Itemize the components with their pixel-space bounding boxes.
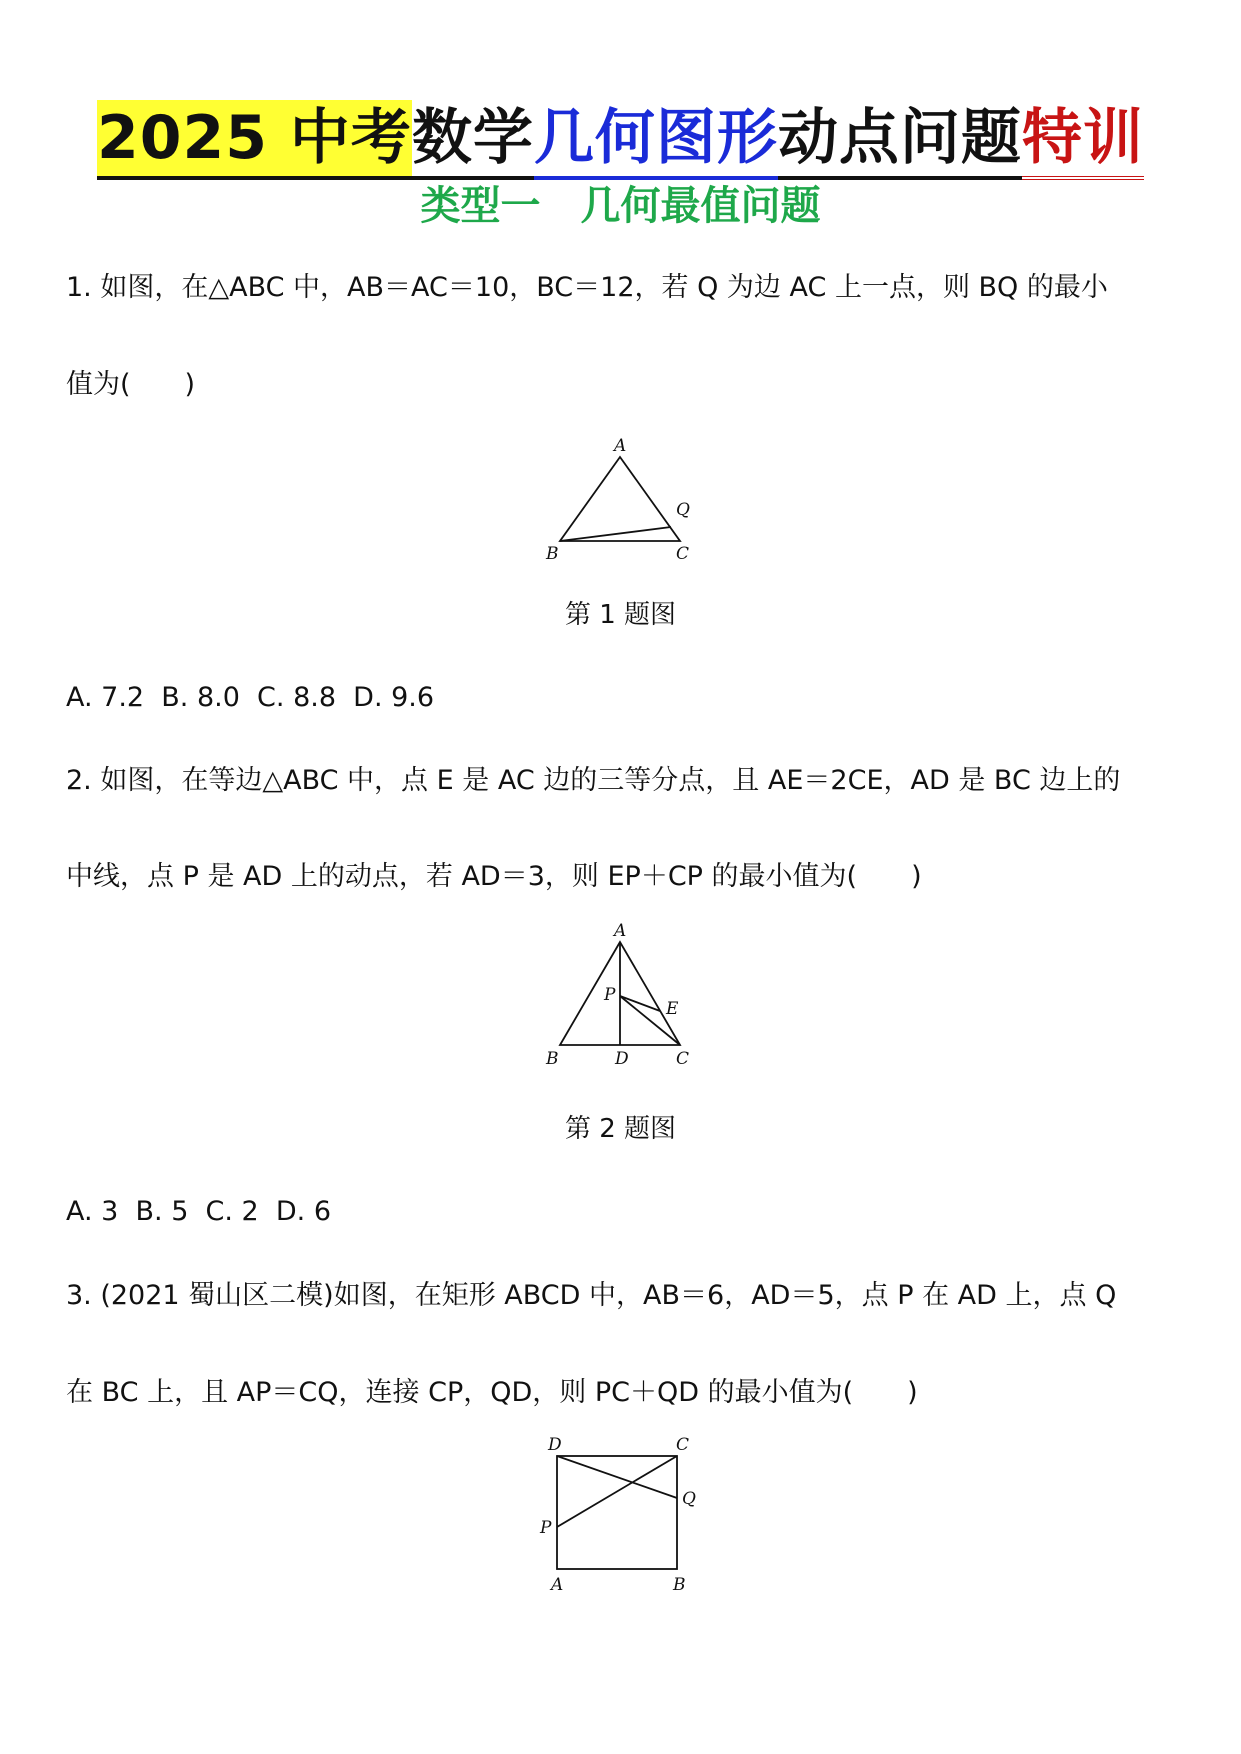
question-1-line-1: 1. 如图，在△ABC 中，AB＝AC＝10，BC＝12，若 Q 为边 AC 上一点，则 BQ 的最小 [66, 272, 1108, 303]
title-training: 特训 [1022, 100, 1144, 180]
label-e: E [666, 999, 679, 1019]
label-p: P [604, 985, 616, 1005]
label-p: P [540, 1518, 552, 1538]
title-problem-type: 动点问题 [778, 100, 1022, 180]
title-year: 2025 中考 [97, 100, 412, 180]
question-2-line-2: 中线，点 P 是 AD 上的动点，若 AD＝3，则 EP＋CP 的最小值为( ) [66, 861, 922, 892]
page-title [0, 100, 1241, 180]
label-a: A [614, 921, 627, 941]
label-a: A [551, 1575, 564, 1595]
label-c: C [676, 1049, 690, 1069]
question-1-figure [540, 435, 700, 565]
label-d: D [548, 1435, 562, 1455]
question-3-line-1: 3. (2021 蜀山区二模)如图，在矩形 ABCD 中，AB＝6，AD＝5，点 P 在 AD 上，点 Q [66, 1280, 1117, 1311]
question-3-line-2: 在 BC 上，且 AP＝CQ，连接 CP，QD，则 PC＋QD 的最小值为( ) [66, 1377, 918, 1408]
question-2-figure [540, 920, 700, 1070]
rectangle-abcd [557, 1456, 677, 1569]
label-q: Q [676, 500, 690, 520]
title-topic: 几何图形 [534, 100, 778, 180]
label-b: B [673, 1575, 686, 1595]
question-3-figure [530, 1432, 710, 1602]
label-b: B [546, 544, 559, 564]
question-2-line-1: 2. 如图，在等边△ABC 中，点 E 是 AC 边的三等分点，且 AE＝2CE，AD 是 BC 边上的 [66, 765, 1121, 796]
label-c: C [676, 544, 690, 564]
section-subtitle: 类型一 几何最值问题 [420, 182, 821, 229]
question-1-line-2: 值为( ) [66, 369, 196, 400]
segment-pe [620, 996, 660, 1011]
label-c: C [676, 1435, 690, 1455]
segment-bq [560, 527, 671, 541]
question-2-caption: 第 2 题图 [564, 1114, 677, 1144]
question-1-caption: 第 1 题图 [564, 600, 677, 630]
question-1-options: A. 7.2 B. 8.0 C. 8.8 D. 9.6 [66, 682, 435, 713]
label-a: A [614, 436, 627, 456]
question-2-options: A. 3 B. 5 C. 2 D. 6 [66, 1196, 332, 1227]
label-q: Q [682, 1489, 696, 1509]
label-d: D [615, 1049, 629, 1069]
label-b: B [546, 1049, 559, 1069]
title-subject: 数学 [412, 100, 534, 180]
